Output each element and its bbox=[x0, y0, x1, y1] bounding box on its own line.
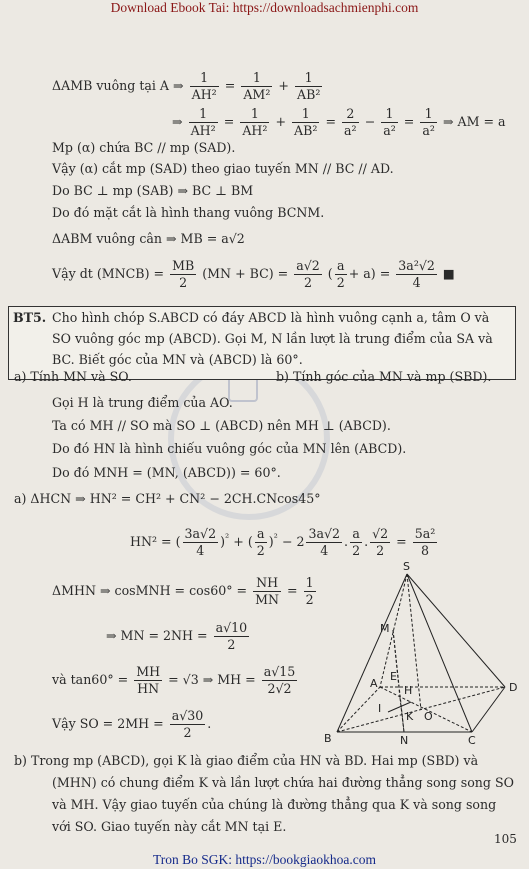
solution-line-1: Gọi H là trung điểm của AO. bbox=[52, 395, 233, 410]
label-n: N bbox=[400, 734, 409, 747]
line-area: Vậy dt (MNCB) = $\frac{MB}{2}$ (MN + BC) = $\frac{a√2}{2}$ ( $\frac{a}{2}$ + a) = $\frac{\text{3a²√2}}{4}$ ■ bbox=[52, 258, 455, 290]
part-b-line-1: b) Trong mp (ABCD), gọi K là giao điểm của HN và BD. Hai mp (SBD) và bbox=[14, 753, 479, 768]
label-e: E bbox=[390, 670, 397, 683]
part-b-line-2: (MHN) có chung điểm K và lần lượt chứa hai đường thẳng song song SO bbox=[52, 775, 514, 790]
solution-mn: ⇒ MN = 2NH = $\frac{a√10}{2}$ bbox=[106, 620, 248, 652]
solution-tan: và tan60° = $\frac{MH}{HN}$ = √3 ⇒ MH = $\frac{a√15}{2√2}$ bbox=[52, 664, 296, 696]
line-am-result: ⇒ $\frac{1}{\text{AH²}}$ = $\frac{1}{\text{AH²}}$ + $\frac{1}{\text{AB²}}$ = $\frac{2}{\text{a²}}$ − $\frac{1}{\text{a²}}$ = $\frac{1}{\text{a²}}$ ⇒ AM = a bbox=[172, 106, 506, 138]
footer-link[interactable]: Tron Bo SGK: https://bookgiaokhoa.com bbox=[152, 852, 376, 867]
label-i: I bbox=[378, 702, 382, 715]
part-b-line-3: và MH. Vậy giao tuyến của chúng là đường thẳng qua K và song song bbox=[52, 797, 497, 812]
problem-text-2: SO vuông góc mp (ABCD). Gọi M, N lần lượt là trung điểm của SA và bbox=[52, 331, 493, 346]
solution-line-2: Ta có MH // SO mà SO ⊥ (ABCD) nên MH ⊥ (ABCD). bbox=[52, 418, 391, 433]
solution-hcn: a) ΔHCN ⇒ HN² = CH² + CN² − 2CH.CNcos45° bbox=[14, 491, 321, 506]
label-d: D bbox=[509, 681, 518, 694]
solution-mhn: ΔMHN ⇒ cosMNH = cos60° = $\frac{NH}{MN}$ = $\frac{1}{2}$ bbox=[52, 575, 314, 607]
line-mp-alpha: Mp (α) chứa BC // mp (SAD). bbox=[52, 140, 236, 155]
question-a: a) Tính MN và SO. bbox=[14, 369, 132, 384]
solution-hn-squared: HN² = ( $\frac{3a√2}{4}$ )$^{^2}$ + ( $\frac{a}{2}$ )$^{^2}$ − 2 $\frac{3a√2}{4}$ . $\frac{a}{2}$ . $\frac{√2}{2}$ = $\frac{\text{5a²}}{8}$ bbox=[130, 526, 436, 558]
header-link[interactable]: Download Ebook Tai: https://downloadsachmienphi.com bbox=[110, 0, 419, 15]
line-bc-perp: Do BC ⊥ mp (SAB) ⇒ BC ⊥ BM bbox=[52, 183, 254, 198]
label-a: A bbox=[370, 677, 378, 690]
label-h: H bbox=[404, 684, 413, 697]
label-k: K bbox=[406, 710, 414, 723]
label-c: C bbox=[468, 734, 476, 747]
end-square-icon: ■ bbox=[442, 266, 455, 281]
question-b: b) Tính góc của MN và mp (SBD). bbox=[276, 369, 492, 384]
line-amb: ΔAMB vuông tại A ⇒ $\frac{1}{\text{AH²}}$ = $\frac{1}{\text{AM²}}$ + $\frac{1}{\text{AB²}}$ bbox=[52, 70, 321, 102]
label-o: O bbox=[424, 710, 433, 723]
solution-line-3: Do đó HN là hình chiếu vuông góc của MN lên (ABCD). bbox=[52, 441, 407, 456]
solution-so: Vậy SO = 2MH = $\frac{a√30}{2}$ . bbox=[52, 708, 212, 740]
line-trapezoid: Do đó mặt cắt là hình thang vuông BCNM. bbox=[52, 205, 325, 220]
problem-text-3: BC. Biết góc của MN và (ABCD) là 60°. bbox=[52, 352, 303, 367]
page-number: 105 bbox=[494, 832, 517, 846]
line-intersection: Vậy (α) cắt mp (SAD) theo giao tuyến MN // BC // AD. bbox=[52, 161, 394, 176]
label-s: S bbox=[403, 560, 410, 573]
vertex-labels bbox=[324, 560, 517, 747]
problem-text-1: Cho hình chóp S.ABCD có đáy ABCD là hình vuông cạnh a, tâm O và bbox=[52, 310, 490, 325]
solution-line-4: Do đó MNH = (MN, (ABCD)) = 60°. bbox=[52, 465, 281, 480]
part-b-line-4: với SO. Giao tuyến này cắt MN tại E. bbox=[52, 819, 287, 834]
label-b: B bbox=[324, 732, 332, 745]
label-m: M bbox=[380, 622, 390, 635]
pyramid-figure bbox=[300, 560, 522, 750]
line-abm: ΔABM vuông cân ⇒ MB = a√2 bbox=[52, 231, 245, 246]
problem-label: BT5. bbox=[13, 310, 47, 325]
